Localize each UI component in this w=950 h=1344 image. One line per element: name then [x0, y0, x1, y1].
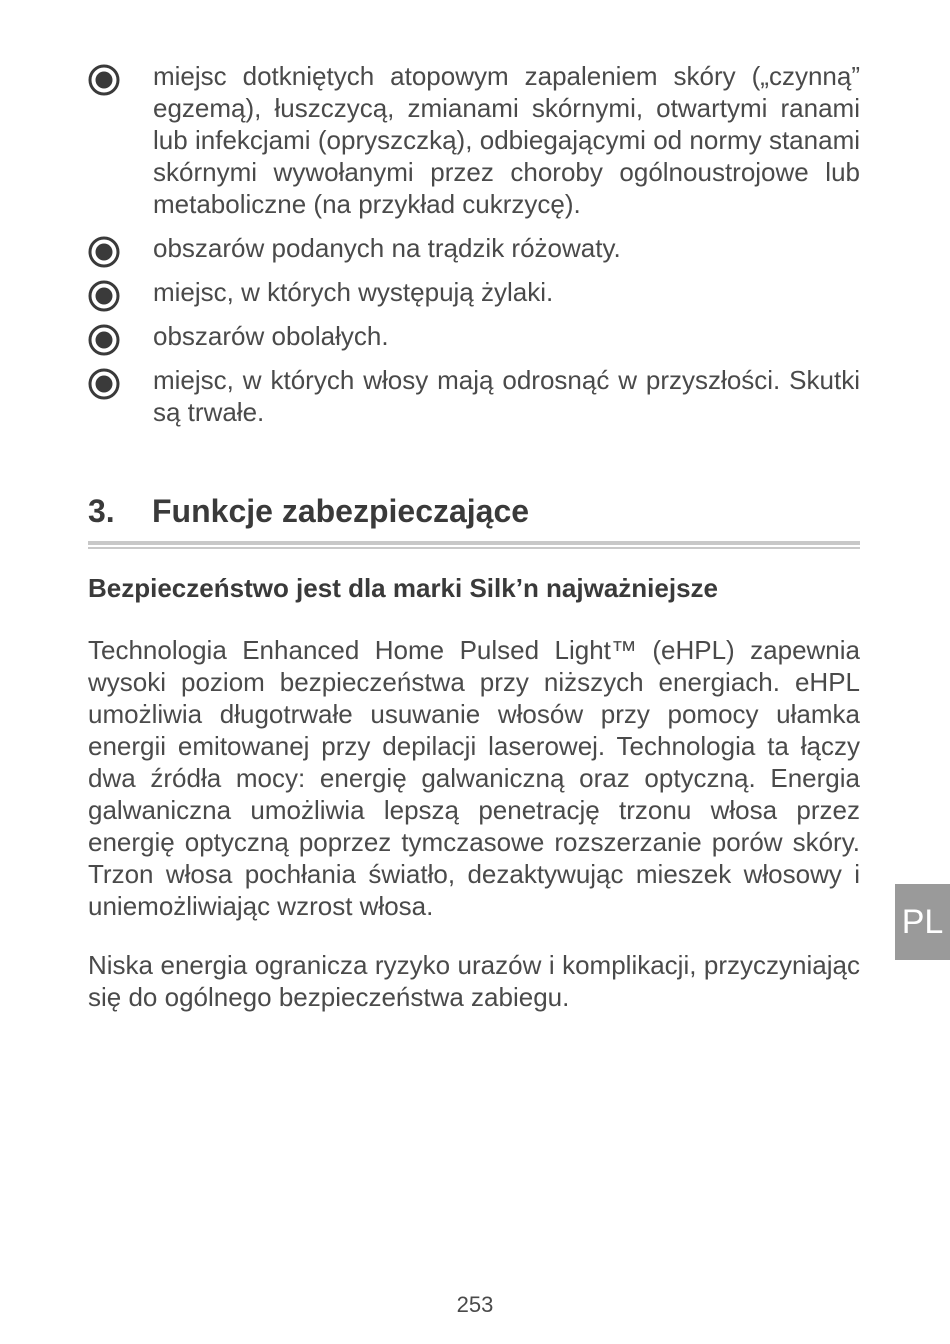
radio-bullet-icon: [88, 368, 120, 400]
list-item: [88, 276, 860, 308]
section-heading: [88, 490, 860, 532]
page-number: 253: [456, 1292, 494, 1317]
list-item-text: miejsc, w których występują żylaki.: [153, 277, 554, 307]
list-item-text: obszarów podanych na trądzik różowaty.: [153, 233, 621, 263]
bullet-list: [88, 60, 860, 440]
list-item-text: obszarów obolałych.: [153, 321, 389, 351]
list-item: [88, 364, 860, 428]
list-item: [88, 232, 860, 264]
section-number: 3.: [88, 493, 115, 529]
section-divider: [88, 541, 860, 549]
list-item: [88, 60, 860, 220]
radio-bullet-icon: [88, 236, 120, 268]
list-item: [88, 320, 860, 352]
list-item-text: miejsc dotkniętych atopowym zapaleniem skóry („czynną” egzemą), łuszczycą, zmianami skórnymi, otwartymi ranami lub infekcjami (opryszczką), odbiegającymi od normy stanami skórnymi wywołanymi przez choroby ogólnoustrojowe lub metaboliczne (na przykład cukrzycę).: [153, 61, 860, 219]
radio-bullet-icon: [88, 280, 120, 312]
body-paragraph: Niska energia ogranicza ryzyko urazów i komplikacji, przyczyniając się do ogólnego bezpieczeństwa zabiegu.: [88, 950, 860, 1012]
language-tab: PL: [895, 884, 950, 960]
list-item-text: miejsc, w których włosy mają odrosnąć w przyszłości. Skutki są trwałe.: [153, 365, 860, 427]
section-title: Funkcje zabezpieczające: [152, 493, 530, 529]
radio-bullet-icon: [88, 64, 120, 96]
subheading: Bezpieczeństwo jest dla marki Silk’n najważniejsze: [88, 573, 719, 603]
radio-bullet-icon: [88, 324, 120, 356]
body-paragraph: Technologia Enhanced Home Pulsed Light™ (eHPL) zapewnia wysoki poziom bezpieczeństwa przy niższych energiach. eHPL umożliwia długotrwałe usuwanie włosów przy pomocy ułamka energii emitowanej przy depilacji laserowej. Technologia ta łączy dwa źródła mocy: energię galwaniczną oraz optyczną. Energia galwaniczna umożliwia lepszą penetrację trzonu włosa przez energię optyczną poprzez tymczasowe rozszerzanie porów skóry. Trzon włosa pochłania światło, dezaktywując mieszek włosowy i uniemożliwiając wzrost włosa.: [88, 635, 860, 921]
